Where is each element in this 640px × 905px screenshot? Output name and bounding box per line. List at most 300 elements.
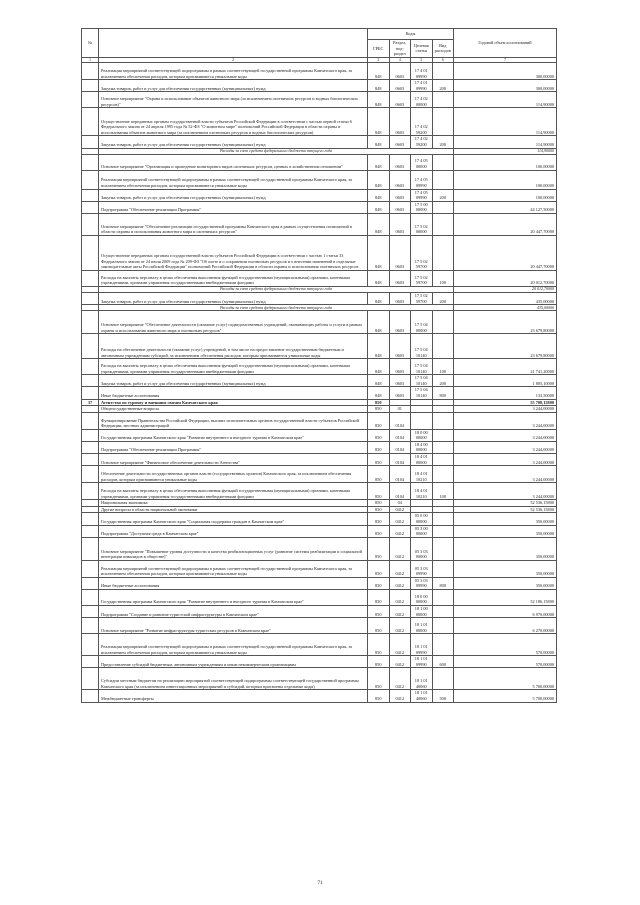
cell-rz: 0603 [389,311,411,334]
cell-cs [411,506,433,513]
cell-cs: 17 5 04 10140 [411,334,433,359]
cell-rz: 0412 [389,513,411,525]
col-index: 6 [432,57,454,62]
cell-sum: 20 012,70000 [454,286,557,292]
table-row [82,466,557,483]
cell-cs: 17 4 05 00000 [411,154,433,170]
cell-name: Закупка товаров, работ и услуг для обеспечения государственных (муниципальных) нужд [99,136,368,148]
cell-rz: 0412 [389,634,411,656]
cell-grbs: 850 [368,537,390,560]
cell-rz: 0412 [389,590,411,606]
cell-cs: 17 5 04 10140 [411,375,433,387]
cell-num [82,359,99,375]
table-row [82,170,557,189]
table-row [82,80,557,92]
cell-cs: 17 5 02 00000 [411,213,433,235]
table-row [82,108,557,136]
cell-sum: 100,00000 [454,154,557,170]
cell-sum: 100,00000 [454,189,557,201]
table-row [82,292,557,304]
cell-name: Государственная программа Камчатского края "Социальная поддержка граждан в Камчатском крае" [99,513,368,525]
cell-name: Реализация мероприятий соответствующей подпрограммы в рамках соответствующей государственной программы Камчатского края, за исключением обеспечения расходов, которым присваиваются уникальные коды [99,634,368,656]
cell-rz: 0412 [389,690,411,702]
cell-num [82,63,99,80]
cell-name: Основное мероприятие "Организация и проведение мониторинга видов охотничьих ресурсов, ценных в хозяйственном отношении" [99,154,368,170]
cell-rz: 0104 [389,454,411,466]
header-row-1 [82,29,557,40]
table-row [82,513,557,525]
table-row [82,406,557,413]
col-index: 5 [411,57,433,62]
cell-cs: 17 4 02 59200 [411,136,433,148]
cell-cs: 17 5 00 00000 [411,201,433,213]
cell-grbs: 848 [368,63,390,80]
cell-sum: 44 127,50000 [454,201,557,213]
cell-rz: 01 [389,406,411,413]
cell-sum: 3 244,00000 [454,412,557,429]
cell-grbs: 850 [368,441,390,453]
cell-num [82,577,99,589]
cell-cs: 17 5 04 00000 [411,311,433,334]
cell-vr: 100 [432,270,454,286]
table-row [82,441,557,453]
cell-num [82,213,99,235]
cell-sum: 114,90000 [454,148,557,154]
cell-sum: 114,90000 [454,108,557,136]
cell-vr: 800 [432,577,454,589]
cell-name: Основное мероприятие "Обеспечение реализации государственной программы Камчатского края в рамках осуществления полномочий в области охраны и использования животного мира и охотничьих ресурсов" [99,213,368,235]
cell-grbs: 848 [368,334,390,359]
cell-vr [432,506,454,513]
cell-sum: 300,00000 [454,63,557,80]
cell-name: Подпрограмма "Обеспечение реализации Программы" [99,201,368,213]
cell-note: Расходы за счет средств федерального бюджета текущего года [99,148,454,154]
cell-sum: 5 700,00000 [454,668,557,690]
cell-name: Реализация мероприятий соответствующей подпрограммы в рамках соответствующей государственной программы Камчатского края, за исключением обеспечения расходов, которым присваиваются уникальные коды [99,170,368,189]
cell-num [82,668,99,690]
cell-cs: 18 4 01 10210 [411,483,433,500]
cell-name: Подпрограмма "Обеспечение реализации Программы" [99,441,368,453]
cell-vr [432,92,454,108]
cell-grbs: 848 [368,92,390,108]
cell-sum: 570,00000 [454,656,557,668]
cell-num [82,537,99,560]
cell-rz: 0603 [389,270,411,286]
cell-num [82,618,99,634]
cell-name: Основное мероприятие "Обеспечение деятельности (оказание услуг) подведомственных учреждений, оказывающих работы и услуги в рамках охраны и использования животного мира и охотничьих ресурсов" [99,311,368,334]
cell-vr: 500 [432,690,454,702]
cell-vr [432,668,454,690]
cell-grbs: 850 [368,577,390,589]
table-row [82,500,557,507]
table-row [82,412,557,429]
cell-grbs: 848 [368,375,390,387]
table-row [82,483,557,500]
cell-sum: 52 536,15800 [454,506,557,513]
table-row [82,387,557,399]
cell-sum: 3 244,00000 [454,454,557,466]
cell-grbs: 848 [368,235,390,270]
cell-name: Подпрограмма "Доступная среда в Камчатском крае" [99,525,368,537]
cell-num [82,292,99,304]
cell-cs: 17 5 02 59700 [411,270,433,286]
cell-name: Государственная программа Камчатского края "Развитие внутреннего и въездного туризма в Камчатском крае" [99,429,368,441]
cell-sum: 3 244,00000 [454,406,557,413]
table-row [82,359,557,375]
table-row [82,606,557,618]
cell-name: Расходы на обеспечение деятельности (оказание услуг) учреждений, в том числе на предоставление государственным бюджетным и автономным учреждениям субсидий, за исключением обеспечения расходов, которым присваиваются уникальные коды [99,334,368,359]
cell-vr [432,235,454,270]
cell-rz: 0603 [389,136,411,148]
cell-grbs: 848 [368,311,390,334]
cell-rz: 0104 [389,483,411,500]
cell-vr: 800 [432,387,454,399]
cell-rz: 0412 [389,606,411,618]
cell-grbs: 850 [368,634,390,656]
cell-num [82,412,99,429]
cell-rz: 0603 [389,292,411,304]
cell-sum: 350,00000 [454,537,557,560]
cell-grbs: 848 [368,108,390,136]
col-index: 1 [82,57,99,62]
cell-num [82,606,99,618]
cell-rz: 0603 [389,359,411,375]
cell-vr [432,170,454,189]
cell-vr [432,429,454,441]
cell-rz: 0603 [389,235,411,270]
cell-sum: 23 679,80000 [454,334,557,359]
cell-rz: 0104 [389,441,411,453]
cell-grbs: 848 [368,189,390,201]
cell-rz: 0603 [389,80,411,92]
cell-rz: 0603 [389,108,411,136]
col-grbs-header: ГРБС [368,40,390,58]
cell-grbs: 848 [368,80,390,92]
cell-rz: 0603 [389,387,411,399]
cell-name: Подпрограмма "Создание и развитие туристской инфраструктуры в Камчатском крае" [99,606,368,618]
cell-rz: 0412 [389,656,411,668]
cell-vr: 100 [432,359,454,375]
cell-cs: 05 3 00 00000 [411,525,433,537]
cell-rz: 0412 [389,577,411,589]
cell-vr [432,311,454,334]
cell-num [82,189,99,201]
cell-sum: 435,00000 [454,305,557,311]
cell-num [82,500,99,507]
cell-grbs: 848 [368,270,390,286]
cell-num [82,560,99,577]
table-row [82,213,557,235]
cell-grbs: 848 [368,170,390,189]
cell-cs: 18 4 01 00000 [411,454,433,466]
cell-cs: 18 1 01 40060 [411,668,433,690]
table-row [82,454,557,466]
table-row [82,560,557,577]
col-index: 7 [454,57,557,62]
cell-rz: 0412 [389,525,411,537]
cell-note: Расходы за счет средств федерального бюджета текущего года [99,286,454,292]
cell-name: Иные бюджетные ассигнования [99,387,368,399]
cell-rz: 0603 [389,213,411,235]
cell-num [82,136,99,148]
cell-vr [432,63,454,80]
cell-cs [411,500,433,507]
cell-grbs: 850 [368,606,390,618]
cell-sum: 350,00000 [454,560,557,577]
table-row [82,154,557,170]
cell-vr [432,213,454,235]
cell-name: Общегосударственные вопросы [99,406,368,413]
col-index: 4 [389,57,411,62]
cell-vr: 200 [432,80,454,92]
table-row [82,656,557,668]
cell-name: Основное мероприятие "Охрана и использование объектов животного мира (за исключением охотничьих ресурсов и водных биологических ресурсов)" [99,92,368,108]
cell-vr [432,399,454,406]
cell-rz: 0603 [389,375,411,387]
table-row [82,577,557,589]
cell-rz: 0104 [389,412,411,429]
cell-rz: 0603 [389,92,411,108]
cell-name: Иные бюджетные ассигнования [99,577,368,589]
cell-grbs: 850 [368,399,390,406]
cell-name: Расходы на выплаты персоналу в целях обеспечения выполнения функций государственными (муниципальными) органами, казенными учреждениями, органами управления государственными внебюджетными фондами [99,483,368,500]
cell-sum: 350,00000 [454,577,557,589]
cell-cs: 17 4 02 59200 [411,108,433,136]
cell-cs [411,399,433,406]
cell-grbs: 850 [368,466,390,483]
cell-grbs: 850 [368,412,390,429]
cell-grbs: 850 [368,668,390,690]
cell-num [82,406,99,413]
table-row [82,634,557,656]
cell-name: Закупка товаров, работ и услуг для обеспечения государственных (муниципальных) нужд [99,292,368,304]
cell-sum: 1 805,10000 [454,375,557,387]
cell-sum: 20 012,70000 [454,270,557,286]
cell-num [82,656,99,668]
cell-sum: 100,00000 [454,170,557,189]
col-codes-header: Коды [368,29,454,40]
cell-num [82,690,99,702]
cell-grbs: 848 [368,201,390,213]
cell-name: Осуществление переданных органам государственной власти субъектов Российской Федерации в соответствии с частью первой статьи 6 Федерального закона от 24 апреля 1995 года № 52-ФЗ "О животном мире" полномочий Российской Федерации в области охраны и использования объектов животного мира (за исключением охотничьих ресурсов и водных биологических ресурсов) [99,108,368,136]
table-row [82,311,557,334]
cell-vr [432,441,454,453]
cell-vr: 200 [432,292,454,304]
cell-grbs: 850 [368,429,390,441]
cell-num [82,590,99,606]
cell-num [82,513,99,525]
cell-sum: 3 244,00000 [454,466,557,483]
table-row [82,399,557,406]
cell-cs: 18 1 00 00000 [411,606,433,618]
cell-cs: 17 4 01 09990 [411,80,433,92]
col-cs-header: Целевая статья [411,40,433,58]
cell-rz: 0412 [389,560,411,577]
cell-name: Основное мероприятие "Повышение уровня доступности и качества реабилитационных услуг (развитие системы реабилитации и социальной интеграции инвалидов в обществе)" [99,537,368,560]
cell-sum: 3 244,00000 [454,483,557,500]
table-row [82,63,557,80]
cell-name: Реализация мероприятий соответствующей подпрограммы в рамках соответствующей государственной программы Камчатского края, за исключением обеспечения расходов, которым присваиваются уникальные коды [99,63,368,80]
cell-rz: 0412 [389,618,411,634]
cell-sum: 3 244,00000 [454,429,557,441]
cell-sum: 114,90000 [454,92,557,108]
col-index: 3 [368,57,390,62]
cell-num [82,170,99,189]
table-body [82,63,557,702]
cell-grbs: 848 [368,154,390,170]
cell-vr: 600 [432,656,454,668]
cell-name: Расходы на выплаты персоналу в целях обеспечения выполнения функций государственными (муниципальными) органами, казенными учреждениями, органами управления государственными внебюджетными фондами [99,270,368,286]
col-sum-header: Годовой объем ассигнований [454,29,557,58]
cell-name: Государственная программа Камчатского края "Развитие внутреннего и въездного туризма в Камчатском крае" [99,590,368,606]
cell-num [82,525,99,537]
cell-num [82,270,99,286]
cell-vr [432,500,454,507]
cell-cs: 18 0 00 00000 [411,429,433,441]
cell-name: Закупка товаров, работ и услуг для обеспечения государственных (муниципальных) нужд [99,80,368,92]
cell-sum: 114,90000 [454,136,557,148]
document-page [81,28,557,703]
cell-sum: 6 970,00000 [454,606,557,618]
table-row [82,590,557,606]
col-num-header: № [82,29,99,58]
cell-sum: 570,00000 [454,634,557,656]
cell-vr [432,618,454,634]
cell-name: Реализация мероприятий соответствующей подпрограммы в рамках соответствующей государственной программы Камчатского края, за исключением обеспечения расходов, которым присваиваются уникальные коды [99,560,368,577]
cell-name: Закупка товаров, работ и услуг для обеспечения государственных (муниципальных) нужд [99,375,368,387]
table-row [82,506,557,513]
cell-sum: 52 536,15800 [454,500,557,507]
cell-num [82,311,99,334]
table-row [82,537,557,560]
cell-grbs: 850 [368,590,390,606]
cell-name: Осуществление переданных органам государственной власти субъектов Российской Федерации в соответствии с частью 1 статьи 33 Федерального закона от 24 июля 2009 года № 209-ФЗ "Об охоте и о сохранении охотничьих ресурсов и о внесении изменений в отдельные законодательные акты Российской Федерации" полномочий Российской Федерации в области охраны и использования охотничьих ресурсов [99,235,368,270]
cell-cs: 05 0 00 00000 [411,513,433,525]
cell-rz: 0603 [389,154,411,170]
cell-sum: 300,00000 [454,80,557,92]
table-row [82,375,557,387]
cell-vr [432,406,454,413]
table-row [82,136,557,148]
cell-sum: 20 447,70000 [454,235,557,270]
cell-sum: 3 244,00000 [454,441,557,453]
cell-sum: 20 447,70000 [454,213,557,235]
cell-num [82,387,99,399]
cell-num [82,80,99,92]
cell-grbs: 850 [368,500,390,507]
cell-cs: 18 0 00 00000 [411,590,433,606]
cell-grbs: 848 [368,359,390,375]
cell-num [82,235,99,270]
cell-cs [411,412,433,429]
table-row [82,189,557,201]
cell-cs: 05 3 03 09990 [411,560,433,577]
cell-sum: 5 700,00000 [454,690,557,702]
cell-num [82,441,99,453]
cell-sum: 6 270,00000 [454,618,557,634]
cell-num [82,201,99,213]
table-row [82,690,557,702]
cell-grbs: 850 [368,618,390,634]
cell-rz [389,399,411,406]
cell-name: Основное мероприятие "Развитие инфраструктуры туристских ресурсов в Камчатском крае" [99,618,368,634]
cell-num [82,154,99,170]
cell-cs: 17 4 05 09990 [411,189,433,201]
cell-grbs: 850 [368,483,390,500]
cell-name: Агентство по туризму и внешним связям Камчатского края [99,399,368,406]
cell-vr: 200 [432,189,454,201]
cell-cs: 18 4 01 10210 [411,466,433,483]
cell-cs: 17 5 04 10140 [411,387,433,399]
table-row [82,235,557,270]
cell-num [82,454,99,466]
cell-num [82,92,99,108]
cell-grbs: 848 [368,387,390,399]
cell-name: Национальная экономика [99,500,368,507]
cell-sum: 350,00000 [454,525,557,537]
cell-sum: 350,00000 [454,513,557,525]
cell-name: Закупка товаров, работ и услуг для обеспечения государственных (муниципальных) нужд [99,189,368,201]
cell-cs: 18 1 01 09990 [411,634,433,656]
table-row [82,429,557,441]
cell-name: Субсидии местным бюджетам на реализацию мероприятий соответствующей подпрограммы соответствующей государственной программы Камчатского края (за исключением инвестиционных мероприятий и субсидий, которым присвоены отдельные коды) [99,668,368,690]
cell-rz: 0412 [389,537,411,560]
cell-grbs: 850 [368,506,390,513]
cell-rz: 0603 [389,170,411,189]
cell-sum: 21 741,20000 [454,359,557,375]
cell-name: Расходы на выплаты персоналу в целях обеспечения выполнения функций государственными (муниципальными) органами, казенными учреждениями, органами управления государственными внебюджетными фондами [99,359,368,375]
cell-cs: 17 5 04 10140 [411,359,433,375]
cell-rz: 04 [389,500,411,507]
cell-vr [432,525,454,537]
cell-cs: 17 5 02 59700 [411,292,433,304]
cell-rz: 0603 [389,189,411,201]
cell-grbs: 850 [368,454,390,466]
col-name-header [99,29,368,58]
cell-note: Расходы за счет средств федерального бюджета текущего года [99,305,454,311]
cell-cs: 17 4 01 09990 [411,63,433,80]
cell-vr [432,154,454,170]
cell-grbs: 850 [368,406,390,413]
cell-num [82,634,99,656]
cell-num [82,506,99,513]
cell-sum: 52 186,15800 [454,590,557,606]
cell-grbs: 848 [368,292,390,304]
cell-vr [432,513,454,525]
cell-sum: 23 679,80000 [454,311,557,334]
cell-cs [411,406,433,413]
cell-name: Межбюджетные трансферты [99,690,368,702]
cell-rz: 0412 [389,668,411,690]
table-row [82,618,557,634]
cell-vr [432,560,454,577]
cell-cs: 18 4 00 00000 [411,441,433,453]
table-row [82,668,557,690]
cell-num [82,429,99,441]
cell-name: Обеспечение деятельности государственных органов власти (государственных органов) Камчатского края, за исключением обеспечения расходов, которым присваиваются уникальные коды [99,466,368,483]
cell-num [82,466,99,483]
cell-grbs: 850 [368,690,390,702]
cell-cs: 17 5 02 59700 [411,235,433,270]
table-row [82,201,557,213]
cell-num [82,375,99,387]
cell-rz: 0603 [389,334,411,359]
cell-name: Другие вопросы в области национальной экономики [99,506,368,513]
cell-cs: 18 1 01 00000 [411,618,433,634]
cell-rz: 0104 [389,466,411,483]
cell-num [82,483,99,500]
cell-vr [432,466,454,483]
